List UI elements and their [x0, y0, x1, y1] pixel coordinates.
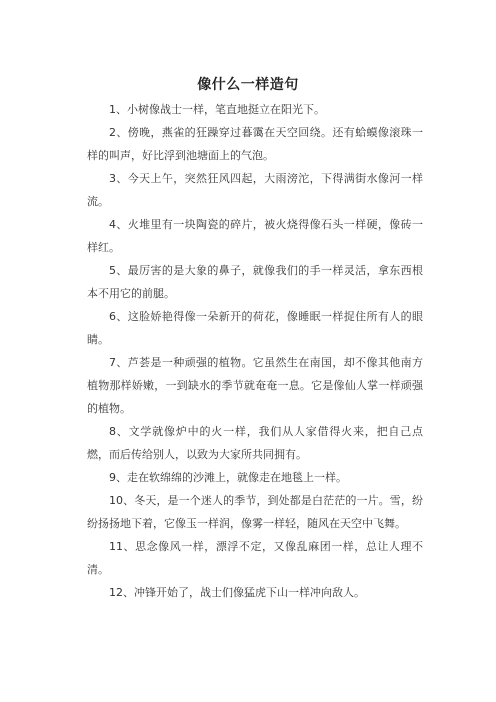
sentence-6: 6、这脸娇艳得像一朵新开的荷花，像睡眠一样捉住所有人的眼睛。 [87, 310, 423, 346]
sentence-4: 4、火堆里有一块陶瓷的碎片，被火烧得像石头一样硬，像砖一样红。 [87, 218, 423, 254]
sentence-8: 8、文学就像炉中的火一样，我们从人家借得火来，把自己点燃，而后传给别人，以致为大家所共同拥有。 [87, 425, 423, 461]
sentence-2: 2、傍晚，燕雀的狂躁穿过暮霭在天空回绕。还有蛤蟆像滚珠一样的叫声，好比浮到池塘面上的气泡。 [87, 126, 423, 162]
sentence-9: 9、走在软绵绵的沙滩上，就像走在地毯上一样。 [109, 471, 347, 484]
sentence-5: 5、最厉害的是大象的鼻子，就像我们的手一样灵活，拿东西根本不用它的前腿。 [87, 264, 423, 300]
sentence-10: 10、冬天，是一个迷人的季节，到处都是白茫茫的一片。雪，纷纷扬扬地下着，它像玉一样润，像雾一样轻，随风在天空中飞舞。 [87, 494, 423, 530]
document-body [87, 98, 423, 604]
sentence-12: 12、冲锋开始了，战士们像猛虎下山一样冲向敌人。 [109, 586, 365, 599]
sentence-7: 7、芦荟是一种顽强的植物。它虽然生在南国，却不像其他南方植物那样娇嫩，一到缺水的季节就奄奄一息。它是像仙人掌一样顽强的植物。 [87, 356, 423, 415]
sentence-11: 11、思念像风一样，漂浮不定，又像乱麻团一样，总让人理不清。 [87, 540, 423, 576]
sentence-1: 1、小树像战士一样，笔直地挺立在阳光下。 [109, 103, 325, 116]
document-title: 像什么一样造句 [197, 77, 299, 93]
sentence-3: 3、今天上午，突然狂风四起，大雨滂沱，下得满街水像河一样流。 [87, 172, 423, 208]
